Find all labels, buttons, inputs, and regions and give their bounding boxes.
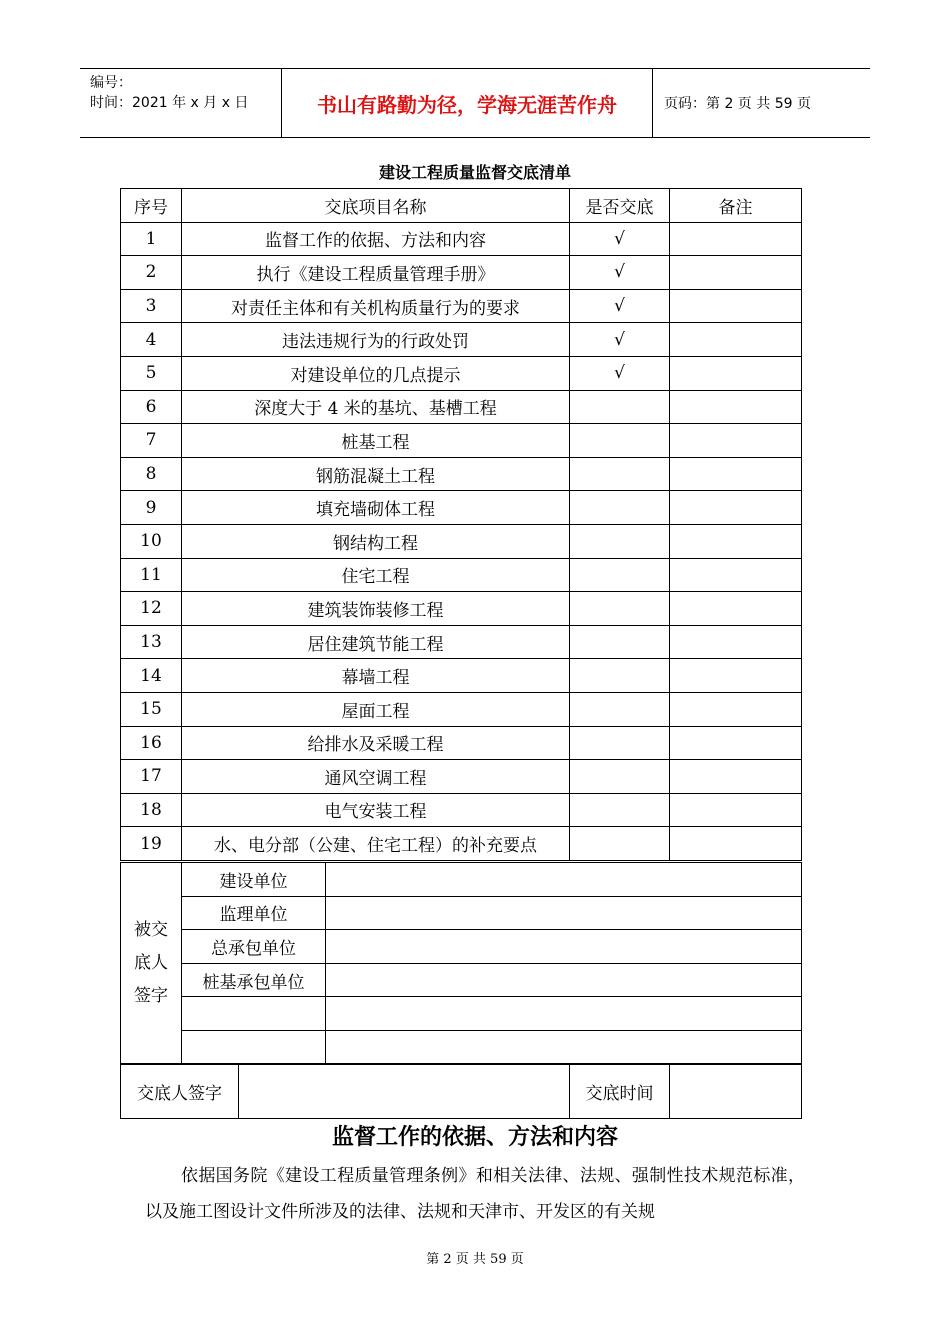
row-note (670, 323, 802, 357)
row-number: 15 (121, 692, 182, 726)
body-paragraph: 依据国务院《建设工程质量管理条例》和相关法律、法规、强制性技术规范标准，以及施工图设计文件所涉及的法律、法规和天津市、开发区的有关规 (145, 1166, 805, 1222)
page-header (80, 68, 870, 138)
row-item-name: 违法违规行为的行政处罚 (182, 323, 570, 357)
row-done-mark: √ (570, 323, 670, 357)
row-done-mark (570, 760, 670, 794)
row-item-name: 电气安装工程 (182, 793, 570, 827)
row-number: 13 (121, 625, 182, 659)
row-number: 18 (121, 793, 182, 827)
table-row (121, 524, 802, 558)
unit-label: 总承包单位 (182, 930, 326, 964)
signature-row (121, 896, 802, 930)
row-item-name: 钢结构工程 (182, 524, 570, 558)
unit-signature-field[interactable] (326, 963, 802, 997)
unit-label: 桩基承包单位 (182, 963, 326, 997)
row-done-mark (570, 625, 670, 659)
table-row (121, 659, 802, 693)
row-note (670, 760, 802, 794)
row-number: 1 (121, 222, 182, 256)
unit-signature-field[interactable] (326, 997, 802, 1031)
row-item-name: 幕墙工程 (182, 659, 570, 693)
header-no: 序号 (121, 189, 182, 223)
row-number: 2 (121, 256, 182, 290)
row-item-name: 对责任主体和有关机构质量行为的要求 (182, 289, 570, 323)
row-note (670, 793, 802, 827)
row-item-name: 钢筋混凝土工程 (182, 457, 570, 491)
header-note: 备注 (670, 189, 802, 223)
row-item-name: 填充墙砌体工程 (182, 491, 570, 525)
row-item-name: 通风空调工程 (182, 760, 570, 794)
header-motto: 书山有路勤为径，学海无涯苦作舟 (281, 69, 653, 137)
table-row (121, 289, 802, 323)
row-note (670, 558, 802, 592)
row-note (670, 289, 802, 323)
row-number: 16 (121, 726, 182, 760)
row-number: 12 (121, 592, 182, 626)
table-row (121, 424, 802, 458)
row-done-mark (570, 793, 670, 827)
table-header-row (121, 189, 802, 223)
row-number: 6 (121, 390, 182, 424)
table-row (121, 323, 802, 357)
row-number: 5 (121, 356, 182, 390)
unit-label (182, 997, 326, 1031)
row-note (670, 256, 802, 290)
row-number: 10 (121, 524, 182, 558)
row-number: 4 (121, 323, 182, 357)
row-item-name: 居住建筑节能工程 (182, 625, 570, 659)
row-done-mark (570, 491, 670, 525)
table-row (121, 827, 802, 861)
unit-label (182, 1030, 326, 1064)
row-number: 3 (121, 289, 182, 323)
handover-table (120, 188, 802, 861)
unit-signature-field[interactable] (326, 863, 802, 897)
giver-signature-table (120, 1063, 802, 1119)
row-note (670, 625, 802, 659)
row-item-name: 监督工作的依据、方法和内容 (182, 222, 570, 256)
header-item: 交底项目名称 (182, 189, 570, 223)
unit-label: 监理单位 (182, 896, 326, 930)
row-done-mark (570, 827, 670, 861)
row-item-name: 深度大于 4 米的基坑、基槽工程 (182, 390, 570, 424)
row-note (670, 659, 802, 693)
row-note (670, 491, 802, 525)
row-done-mark (570, 390, 670, 424)
row-item-name: 对建设单位的几点提示 (182, 356, 570, 390)
unit-signature-field[interactable] (326, 896, 802, 930)
row-item-name: 建筑装饰装修工程 (182, 592, 570, 626)
row-number: 9 (121, 491, 182, 525)
handover-time-label: 交底时间 (570, 1064, 670, 1119)
signature-row (121, 930, 802, 964)
row-done-mark (570, 524, 670, 558)
row-note (670, 524, 802, 558)
recipient-signature-table (120, 862, 802, 1065)
row-done-mark: √ (570, 222, 670, 256)
giver-label: 交底人签字 (121, 1064, 239, 1119)
row-note (670, 222, 802, 256)
signature-row (121, 1030, 802, 1064)
row-note (670, 356, 802, 390)
unit-signature-field[interactable] (326, 930, 802, 964)
table-row (121, 457, 802, 491)
row-done-mark (570, 592, 670, 626)
row-done-mark: √ (570, 289, 670, 323)
row-number: 14 (121, 659, 182, 693)
table-row (121, 760, 802, 794)
giver-signature-field[interactable] (239, 1064, 570, 1119)
table-row (121, 692, 802, 726)
row-done-mark (570, 457, 670, 491)
row-item-name: 屋面工程 (182, 692, 570, 726)
row-note (670, 457, 802, 491)
signature-row (121, 863, 802, 897)
giver-row (121, 1064, 802, 1119)
table-row (121, 558, 802, 592)
table-row (121, 625, 802, 659)
table-row (121, 222, 802, 256)
row-done-mark (570, 692, 670, 726)
table-row (121, 256, 802, 290)
table-row (121, 390, 802, 424)
row-note (670, 424, 802, 458)
recipient-label-line: 签字 (134, 985, 168, 1006)
row-note (670, 726, 802, 760)
row-note (670, 827, 802, 861)
table-row (121, 793, 802, 827)
row-item-name: 执行《建设工程质量管理手册》 (182, 256, 570, 290)
row-number: 17 (121, 760, 182, 794)
row-note (670, 692, 802, 726)
row-done-mark (570, 659, 670, 693)
time-label: 时间：2021 年 x 月 x 日 (90, 95, 249, 111)
unit-signature-field[interactable] (326, 1030, 802, 1064)
header-done: 是否交底 (570, 189, 670, 223)
row-item-name: 桩基工程 (182, 424, 570, 458)
row-done-mark (570, 558, 670, 592)
row-number: 19 (121, 827, 182, 861)
signature-row (121, 963, 802, 997)
table-row (121, 356, 802, 390)
row-done-mark (570, 424, 670, 458)
row-note (670, 390, 802, 424)
header-meta (80, 69, 281, 137)
recipient-label-line: 底人 (134, 952, 168, 973)
page-footer: 第 2 页 共 59 页 (426, 1252, 524, 1267)
number-label: 编号： (90, 75, 132, 91)
row-item-name: 住宅工程 (182, 558, 570, 592)
row-number: 11 (121, 558, 182, 592)
handover-time-field[interactable] (670, 1064, 802, 1119)
table-row (121, 726, 802, 760)
row-done-mark: √ (570, 356, 670, 390)
row-note (670, 592, 802, 626)
document-title: 建设工程质量监督交底清单 (378, 163, 571, 182)
row-number: 7 (121, 424, 182, 458)
row-item-name: 水、电分部（公建、住宅工程）的补充要点 (182, 827, 570, 861)
unit-label: 建设单位 (182, 863, 326, 897)
row-done-mark: √ (570, 256, 670, 290)
table-row (121, 491, 802, 525)
row-done-mark (570, 726, 670, 760)
row-item-name: 给排水及采暖工程 (182, 726, 570, 760)
signature-row (121, 997, 802, 1031)
header-page-info: 页码：第 2 页 共 59 页 (664, 96, 811, 112)
row-number: 8 (121, 457, 182, 491)
table-row (121, 592, 802, 626)
recipient-signature-label (121, 863, 182, 1065)
section-title: 监督工作的依据、方法和内容 (331, 1125, 618, 1150)
recipient-label-line: 被交 (134, 919, 168, 940)
